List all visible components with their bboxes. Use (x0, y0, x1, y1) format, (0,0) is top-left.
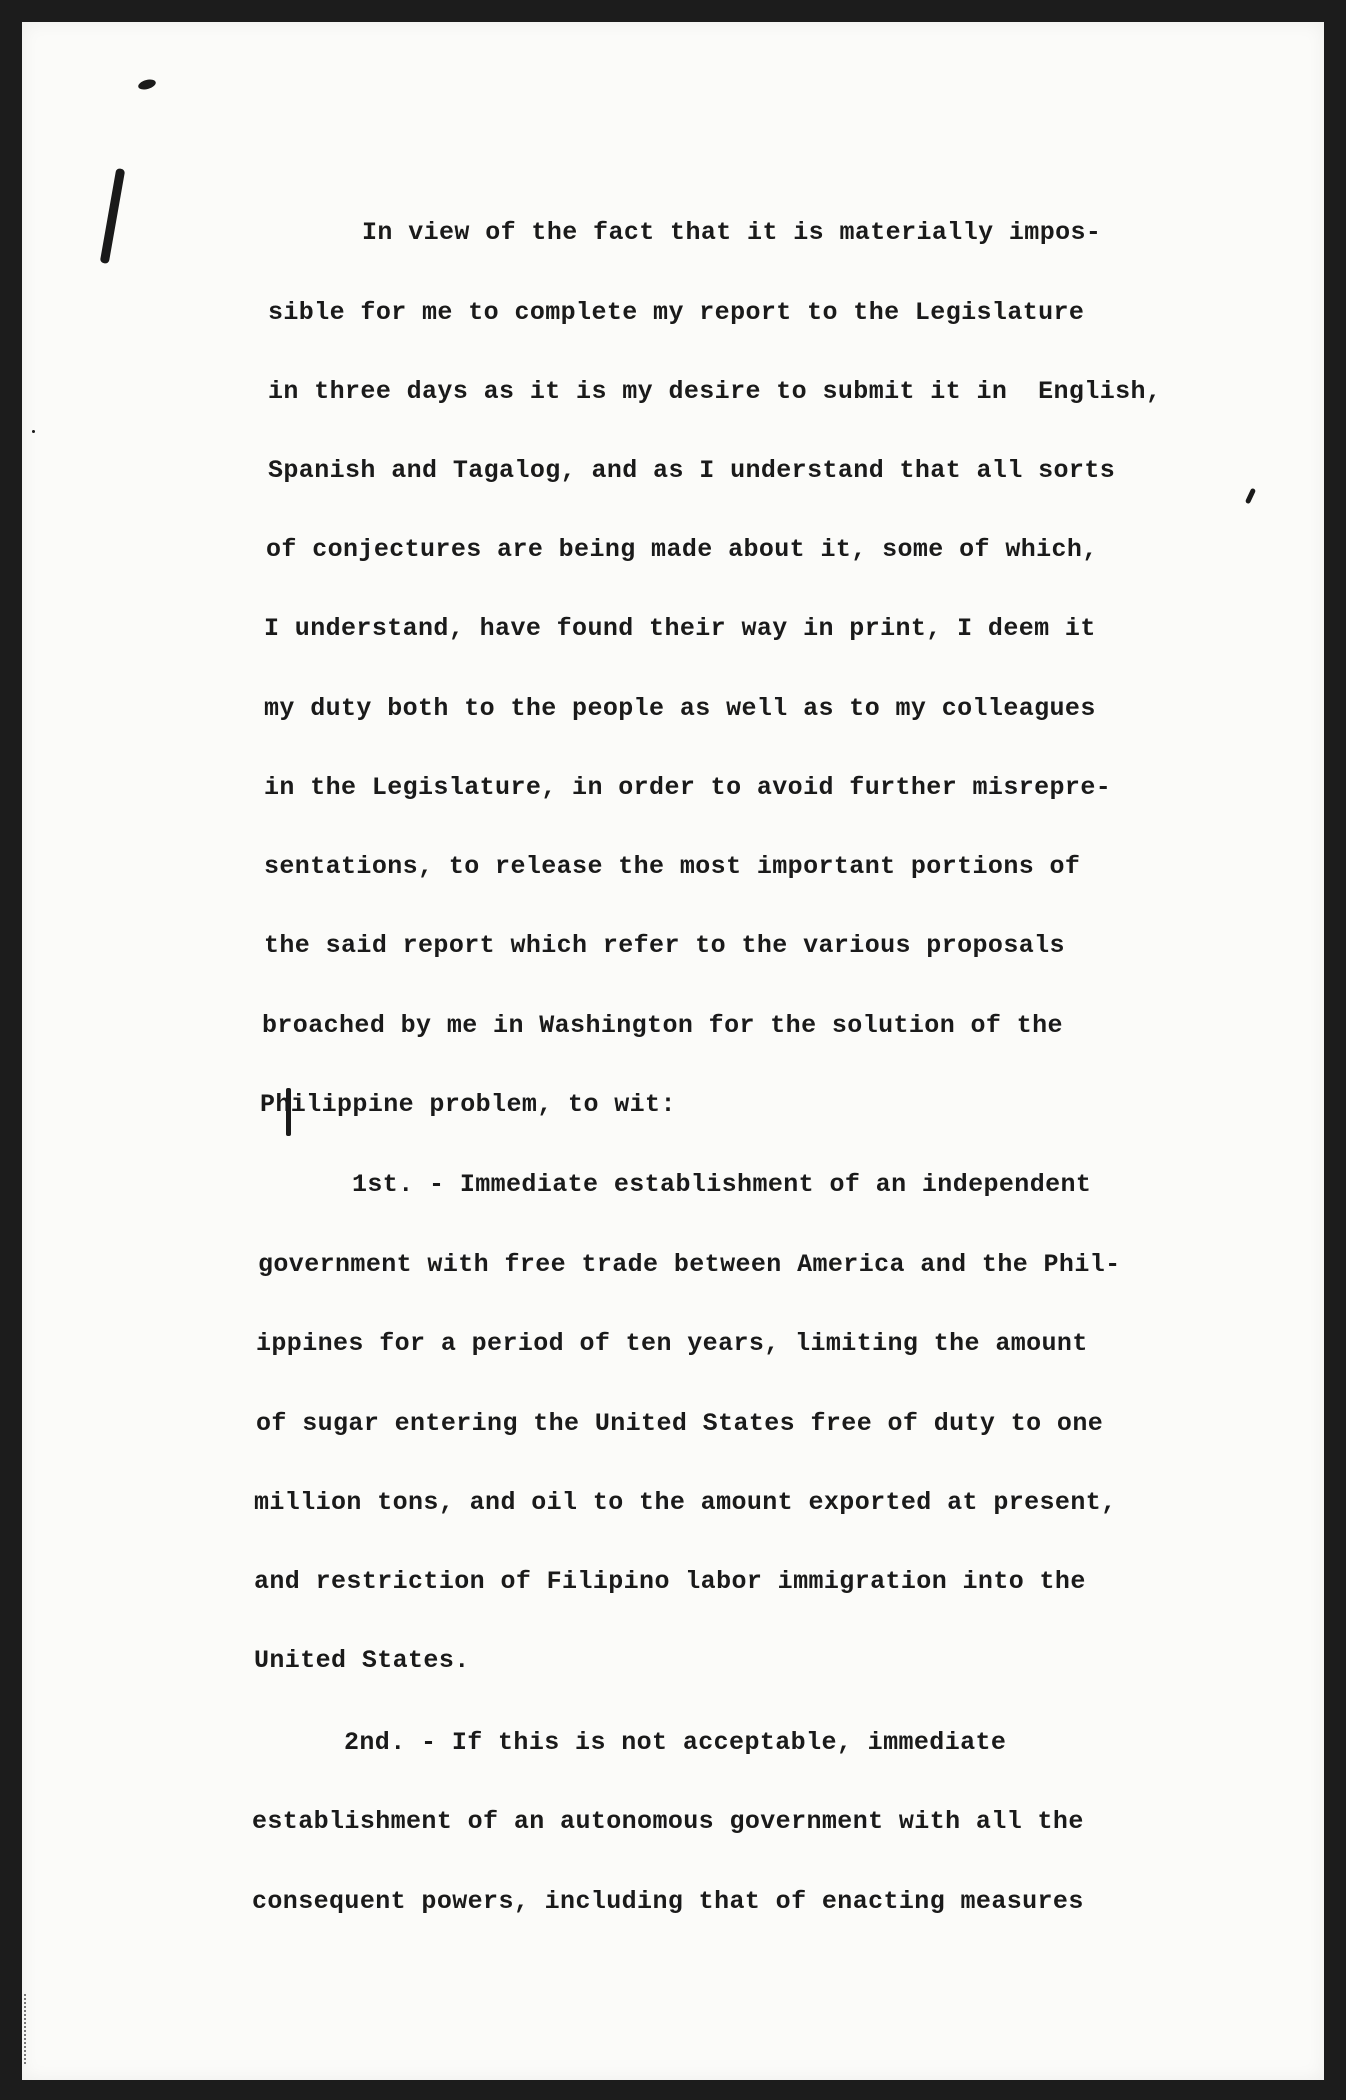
text-line: in three days as it is my desire to submit it in English, (268, 377, 1162, 406)
text-line: consequent powers, including that of enacting measures (252, 1887, 1084, 1916)
text-line: Philippine problem, to wit: (260, 1090, 676, 1119)
text-line: 2nd. - If this is not acceptable, immediate (344, 1728, 1007, 1757)
text-line: million tons, and oil to the amount exported at present, (254, 1488, 1117, 1517)
text-line: United States. (254, 1646, 470, 1675)
margin-dot (32, 430, 35, 433)
text-line: 1st. - Immediate establishment of an independent (352, 1170, 1092, 1199)
text-line: In view of the fact that it is materially impos- (362, 218, 1102, 247)
text-line: my duty both to the people as well as to my colleagues (264, 694, 1096, 723)
text-line: sentations, to release the most important portions of (264, 852, 1081, 881)
page-edge-scratch (24, 1994, 48, 2064)
text-line: of sugar entering the United States free of duty to one (256, 1409, 1104, 1438)
text-line: the said report which refer to the various proposals (264, 931, 1065, 960)
text-line: and restriction of Filipino labor immigration into the (254, 1567, 1086, 1596)
text-line: of conjectures are being made about it, some of which, (266, 535, 1098, 564)
text-line: sible for me to complete my report to the Legislature (268, 298, 1085, 327)
text-line: in the Legislature, in order to avoid further misrepre- (264, 773, 1112, 802)
text-line: government with free trade between America and the Phil- (258, 1250, 1121, 1279)
text-line: ippines for a period of ten years, limiting the amount (256, 1329, 1088, 1358)
text-line: I understand, have found their way in print, I deem it (264, 614, 1096, 643)
text-line: establishment of an autonomous government with all the (252, 1807, 1084, 1836)
text-line: Spanish and Tagalog, and as I understand that all sorts (268, 456, 1116, 485)
text-line: broached by me in Washington for the solution of the (262, 1011, 1063, 1040)
document-page (22, 22, 1324, 2080)
